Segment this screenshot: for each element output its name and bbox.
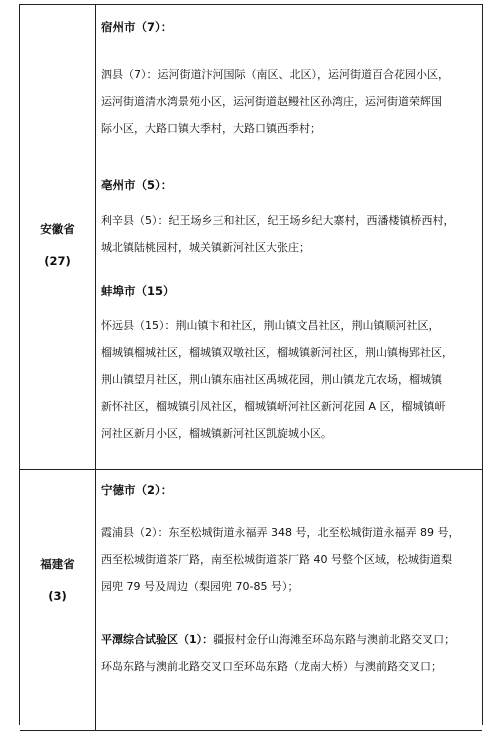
province-name: 安徽省: [40, 222, 75, 236]
city-heading: 宿州市（7）：: [101, 20, 173, 34]
city-heading: 亳州市（5）：: [101, 178, 173, 192]
city-heading: 宁德市（2）：: [101, 483, 173, 497]
area-paragraph: 怀远县（15）：荆山镇卞和社区，荆山镇文昌社区，荆山镇顺河社区， 榴城镇榴城社区，榴城镇双墩社区，榴城镇新河社区，荆山镇梅郢社区， 荆山镇望月社区，荆山镇东庙社区禹城花园，荆山镇龙亢农场，榴城镇 新怀社区，榴城镇引凤社区，榴城镇岍河社区新河花园 A 区，榴城镇岍 河社区新月小区，榴城镇新河社区凯旋城小区。: [101, 319, 453, 440]
city-heading: 蚌埠市（15）: [101, 284, 175, 298]
table-row: [20, 470, 482, 731]
table-row: [20, 5, 482, 470]
area-paragraph: 泗县（7）：运河街道汴河国际（南区、北区），运河街道百合花园小区， 运河街道清水湾景苑小区，运河街道赵鳗社区孙湾庄，运河街道荣辉国 际小区，大路口镇大季村，大路口镇西季村；: [101, 68, 449, 135]
province-name: 福建省: [40, 557, 75, 571]
province-cell: [20, 470, 96, 730]
risk-area-table: [19, 4, 483, 725]
area-paragraph: 利辛县（5）：纪王场乡三和社区，纪王场乡纪大寨村，西潘楼镇桥西村， 城北镇陆桃园村，城关镇新河社区大张庄；: [101, 214, 455, 254]
area-text: 疆报村金仔山海滩至环岛东路与澳前北路交叉口；: [213, 633, 456, 646]
district-label: 平潭综合试验区（1）：: [101, 633, 214, 646]
area-paragraph: 环岛东路与澳前北路交叉口至环岛东路（龙南大桥）与澳前路交叉口；: [101, 660, 442, 673]
area-paragraph: 霞浦县（2）：东至松城街道永福弄 348 号，北至松城街道永福弄 89 号， 西至松城街道茶厂路，南至松城街道茶厂路 40 号整个区域，松城街道梨 园兜 79 号及周边（梨园兜 70-85 号）；: [101, 526, 460, 593]
province-cell: [20, 5, 96, 469]
province-count: (3): [48, 589, 67, 603]
province-count: (27): [44, 254, 71, 268]
area-paragraph: [101, 626, 477, 653]
